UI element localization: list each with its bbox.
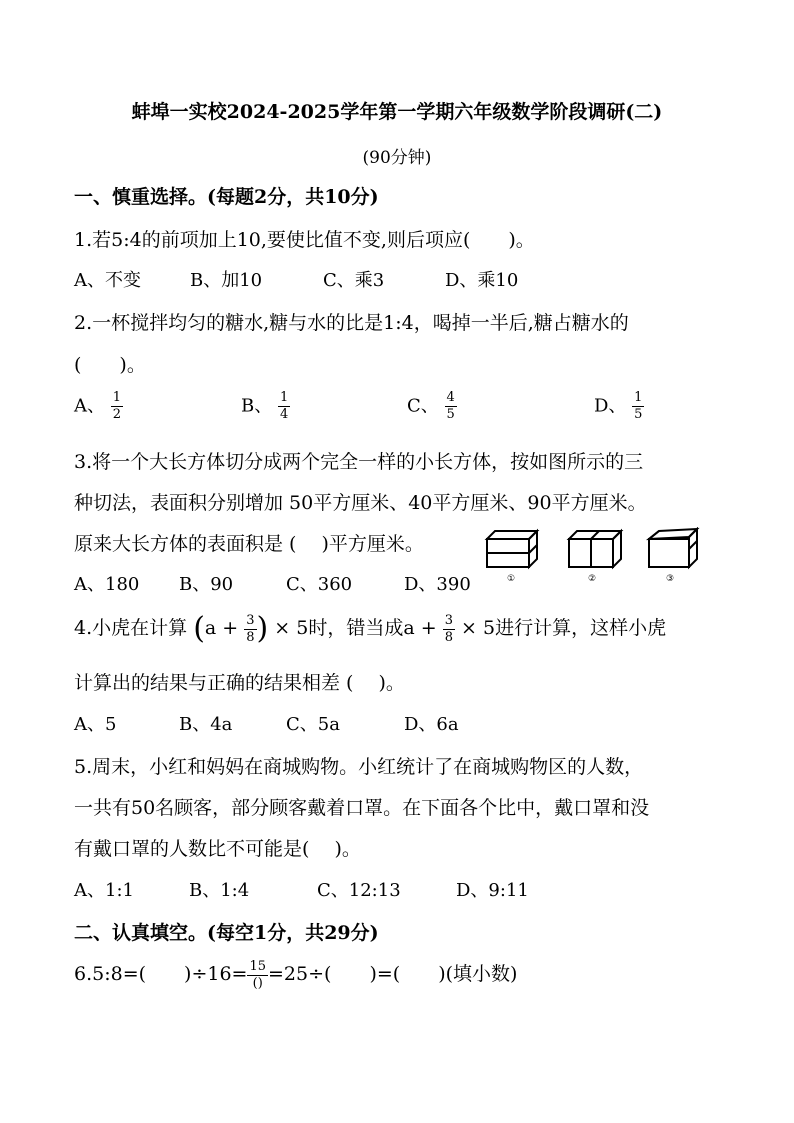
- q2-option-d: D、 $\frac{1}{5}$: [594, 390, 643, 422]
- fraction: $\frac{1}{4}$: [279, 390, 289, 422]
- question-1-text: 1.若5:4的前项加上10,要使比值不变,则后项应( )。: [74, 229, 535, 251]
- time-limit: (90分钟): [362, 148, 432, 168]
- cuboid-figures: [483, 527, 708, 587]
- question-5-line3: 有戴口罩的人数比不可能是( )。: [74, 838, 361, 860]
- q2-option-b: B、 $\frac{1}{4}$: [241, 390, 289, 422]
- q4-option-d: D、6a: [404, 714, 459, 735]
- q1-option-c: C、乘3: [323, 270, 385, 291]
- cuboid-cut-3-icon: [649, 529, 697, 567]
- figure-label-2: ②: [588, 574, 597, 584]
- question-3-line3: 原来大长方体的表面积是 ( )平方厘米。: [74, 533, 424, 555]
- question-2-line2: ( )。: [74, 354, 146, 376]
- section-1-heading: 一、慎重选择。(每题2分，共10分): [74, 186, 379, 208]
- question-4-line2: 计算出的结果与正确的结果相差 ( )。: [74, 672, 405, 694]
- q3-option-b: B、90: [179, 574, 234, 595]
- q5-option-c: C、12:13: [317, 880, 401, 901]
- fraction: $\frac{4}{5}$: [446, 390, 455, 422]
- question-6-text: 6.5:8=( )÷16= $\frac{15}{()}$ =25÷( )=( )(填小数): [74, 958, 518, 991]
- q1-option-d: D、乘10: [445, 270, 519, 291]
- figure-label-1: ①: [507, 574, 516, 584]
- q4-option-c: C、5a: [286, 714, 340, 735]
- cuboid-cut-2-icon: [569, 531, 621, 567]
- section-2-heading: 二、认真填空。(每空1分，共29分): [74, 922, 379, 944]
- question-3-line2: 种切法，表面积分别增加 50平方厘米、40平方厘米、90平方厘米。: [74, 492, 647, 514]
- question-2-line1: 2.一杯搅拌均匀的糖水,糖与水的比是1:4，喝掉一半后,糖占糖水的: [74, 312, 629, 334]
- q3-option-d: D、390: [404, 574, 471, 595]
- q5-option-a: A、1:1: [74, 880, 134, 901]
- fraction-three-eighths: $\frac{3}{8}$: [246, 612, 255, 645]
- q2-option-a: A、 $\frac{1}{2}$: [74, 390, 122, 422]
- q3-option-a: A、180: [74, 574, 140, 595]
- fraction: $\frac{1}{5}$: [634, 390, 643, 422]
- q4-option-b: B、4a: [179, 714, 233, 735]
- q4-option-a: A、5: [74, 714, 117, 735]
- question-3-line1: 3.将一个大长方体切分成两个完全一样的小长方体，按如图所示的三: [74, 451, 644, 473]
- q2-option-c: C、 $\frac{4}{5}$: [407, 390, 455, 422]
- q5-option-b: B、1:4: [189, 880, 250, 901]
- figure-label-3: ③: [666, 574, 675, 584]
- q1-option-b: B、加10: [190, 270, 263, 291]
- fraction-three-eighths: $\frac{3}{8}$: [444, 612, 453, 645]
- q3-option-c: C、360: [286, 574, 353, 595]
- fraction-fifteen: $\frac{15}{()}$: [249, 958, 267, 991]
- page-title: 蚌埠一实校2024-2025学年第一学期六年级数学阶段调研(二): [131, 101, 663, 123]
- question-5-line1: 5.周末，小红和妈妈在商城购物。小红统计了在商城购物区的人数，: [74, 756, 644, 778]
- q1-option-a: A、不变: [74, 270, 141, 291]
- q5-option-d: D、9:11: [456, 880, 529, 901]
- fraction: $\frac{1}{2}$: [112, 390, 122, 422]
- question-5-line2: 一共有50名顾客，部分顾客戴着口罩。在下面各个比中，戴口罩和没: [74, 797, 650, 819]
- question-4-line1: 4.小虎在计算 (a + $\frac{3}{8}$ ) × 5时，错当成a + $\frac{3}{8}$ × 5进行计算，这样小虎: [74, 611, 667, 646]
- cuboid-cut-1-icon: [487, 531, 537, 567]
